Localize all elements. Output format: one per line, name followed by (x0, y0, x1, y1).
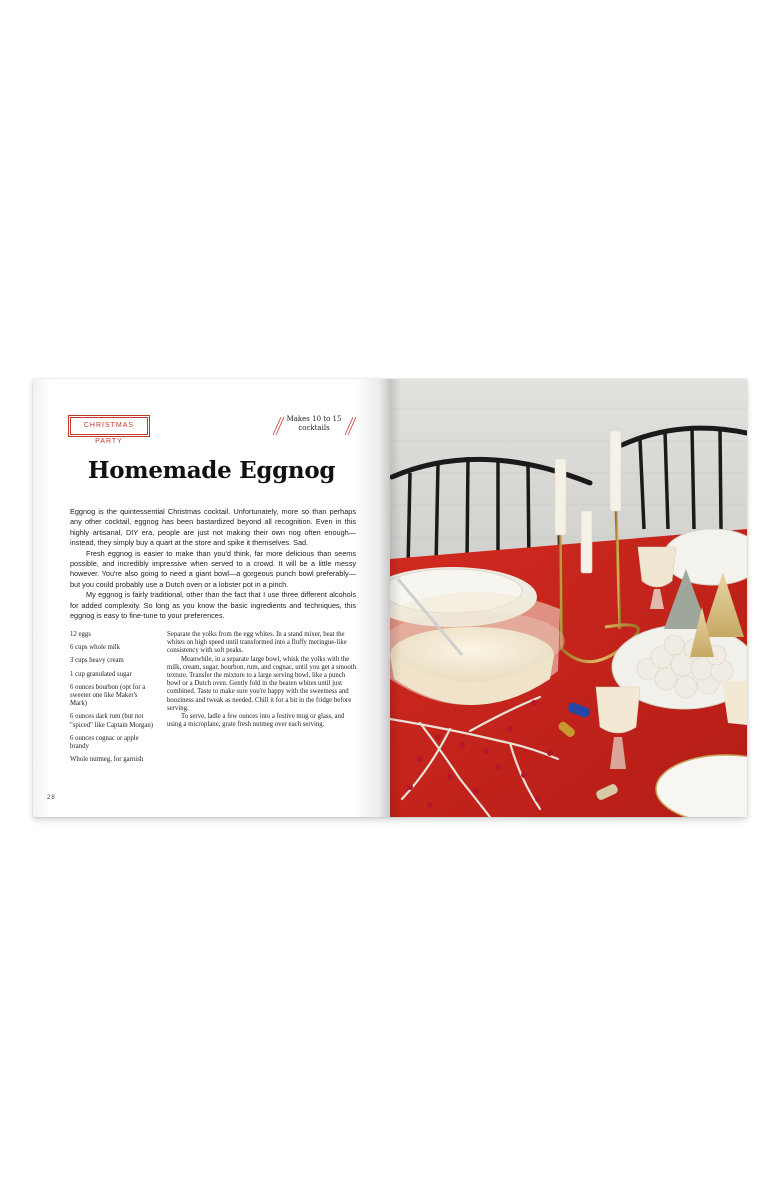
slash-divider-icon (343, 415, 357, 437)
yield-box (271, 415, 357, 437)
yield-text (285, 415, 343, 433)
method-text (167, 631, 357, 729)
method-step: Separate the yolks from the egg whites. In a stand mixer, beat the whites on high speed until transformed into a fluffy meringue-like consistency with soft peaks. (167, 631, 347, 655)
page-number: 28 (47, 795, 56, 801)
method-step: Meanwhile, in a separate large bowl, whisk the yolks with the milk, cream, sugar, bourbon, rum, and cognac, until you get a smooth texture. Transfer the mixture to a large serving bowl, like a punch bowl or a Dutch oven. Gently fold in the beaten whites until just combined. Taste to make sure you're happy with the sweetness and booziness and tweak as needed. Chill it for a bit in the fridge before serving. (167, 655, 357, 712)
intro-paragraph: My eggnog is fairly traditional, other than the fact that I use three different alcohols for added complexity. So long as you know the basic ingredients and techniques, this eggnog is easy to fine-tune to your preferences. (70, 590, 356, 621)
intro-text (70, 507, 356, 621)
slash-divider-icon (271, 415, 285, 437)
ingredient-item: 3 cups heavy cream (70, 657, 124, 665)
section-tag: CHRISTMAS PARTY (70, 417, 148, 435)
yield-line-2: cocktails (298, 424, 330, 432)
eggnog-table-photo (390, 379, 747, 817)
intro-paragraph: Eggnog is the quintessential Christmas cocktail. Unfortunately, more so than perhaps any other cocktail, eggnog has been bastardized beyond all recognition. Even in this highly artisanal, DIY era, people are just not making their own nog often enough—instead, they simply buy a quart at the store and spike it themselves. Sad. (70, 507, 356, 548)
ingredient-item: 6 cups whole milk (70, 644, 121, 652)
ingredient-item: 6 ounces bourbon (opt for a sweeter one like Maker's Mark) (70, 683, 146, 708)
recipe-title: Homemade Eggnog (87, 457, 336, 484)
yield-line-1: Makes 10 to 15 (286, 415, 342, 423)
ingredient-item: 6 ounces dark rum (but not "spiced" like Captain Morgan) (70, 713, 154, 729)
method-step: To serve, ladle a few ounces into a festive mug or glass, and using a microplane, grate fresh nutmeg over each serving. (167, 713, 345, 729)
intro-paragraph: Fresh eggnog is easier to make than you'd think, far more delicious than seems possible, and incredibly impressive when served to a crowd. It will be a little messy however. You're also going to need a giant bowl—a gorgeous punch bowl preferably—but you could probably use a Dutch oven or a lobster pot in a pinch. (70, 548, 356, 589)
open-book-spread (33, 379, 747, 817)
left-page (33, 379, 390, 817)
ingredient-item: 12 eggs (70, 631, 91, 638)
ingredient-item: 1 cup granulated sugar (70, 670, 132, 678)
right-page-photo (390, 379, 747, 817)
ingredient-item: Whole nutmeg, for garnish (70, 756, 144, 764)
ingredient-list (70, 631, 154, 769)
ingredient-item: 6 ounces cognac or apple brandy (70, 734, 139, 751)
